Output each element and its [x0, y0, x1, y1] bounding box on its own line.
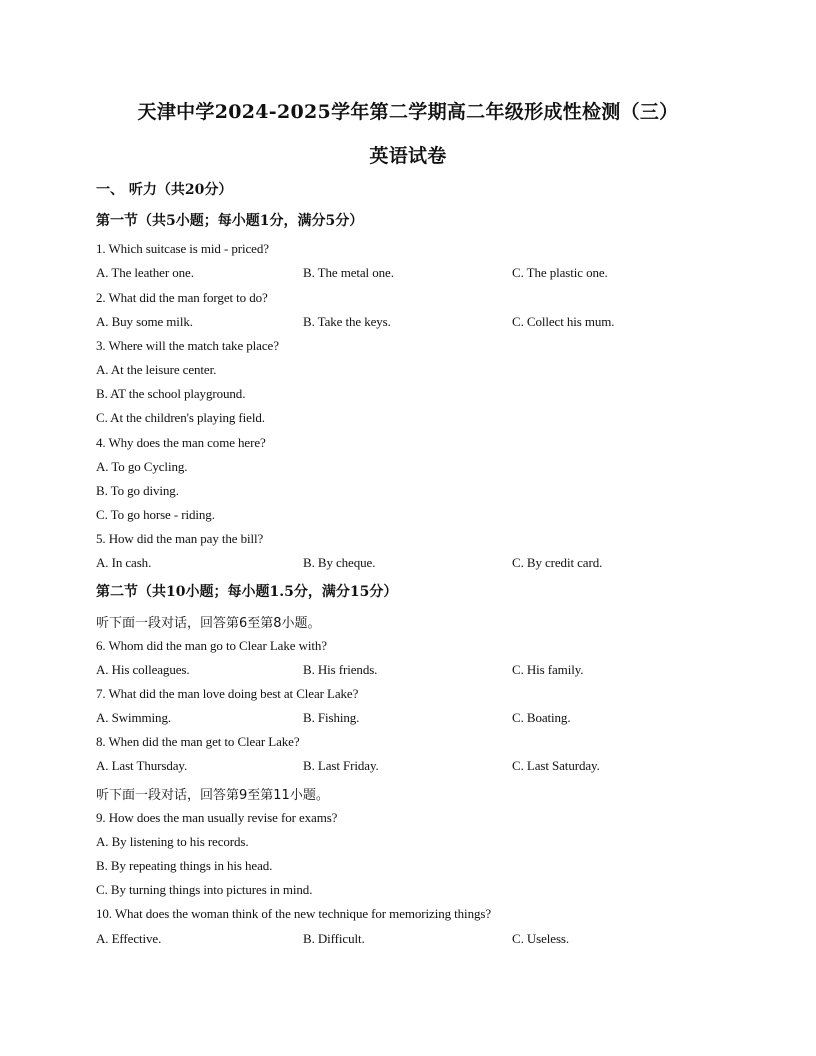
- question-7-option-b: B. Fishing.: [303, 710, 360, 725]
- question-4-option-c: C. To go horse - riding.: [96, 507, 215, 522]
- exam-title: 天津中学2024-2025学年第二学期高二年级形成性检测（三）: [137, 101, 679, 123]
- question-2-option-b: B. Take the keys.: [303, 314, 391, 329]
- question-9-option-a: A. By listening to his records.: [96, 834, 249, 849]
- question-10: 10. What does the woman think of the new technique for memorizing things?: [96, 906, 492, 921]
- part-heading-listening: 一、 听力（共20分）: [96, 182, 233, 198]
- question-4-option-a: A. To go Cycling.: [96, 459, 188, 474]
- question-10-option-a: A. Effective.: [96, 931, 162, 946]
- question-8-option-b: B. Last Friday.: [303, 758, 379, 773]
- question-2: 2. What did the man forget to do?: [96, 290, 268, 305]
- section-heading-1: 第一节（共5小题；每小题1分，满分5分）: [96, 213, 364, 229]
- question-1-option-c: C. The plastic one.: [512, 265, 608, 280]
- question-6: 6. Whom did the man go to Clear Lake with?: [96, 638, 327, 653]
- question-8: 8. When did the man get to Clear Lake?: [96, 734, 300, 749]
- exam-subtitle: 英语试卷: [369, 145, 447, 167]
- question-7-option-a: A. Swimming.: [96, 710, 172, 725]
- question-8-option-a: A. Last Thursday.: [96, 758, 188, 773]
- question-9: 9. How does the man usually revise for exams?: [96, 810, 338, 825]
- question-10-option-c: C. Useless.: [512, 931, 570, 946]
- question-8-option-c: C. Last Saturday.: [512, 758, 600, 773]
- question-7-option-c: C. Boating.: [512, 710, 571, 725]
- question-6-option-c: C. His family.: [512, 662, 584, 677]
- question-1: 1. Which suitcase is mid - priced?: [96, 241, 269, 256]
- instruction-q9-q11: 听下面一段对话，回答第9至第11小题。: [96, 788, 329, 803]
- question-5-option-c: C. By credit card.: [512, 555, 603, 570]
- question-6-option-b: B. His friends.: [303, 662, 378, 677]
- question-3-option-b: B. AT the school playground.: [96, 386, 246, 401]
- section-heading-2: 第二节（共10小题；每小题1.5分，满分15分）: [96, 584, 398, 600]
- question-1-option-a: A. The leather one.: [96, 265, 194, 280]
- question-4-option-b: B. To go diving.: [96, 483, 179, 498]
- question-9-option-c: C. By turning things into pictures in mind.: [96, 882, 313, 897]
- question-3: 3. Where will the match take place?: [96, 338, 279, 353]
- question-4: 4. Why does the man come here?: [96, 435, 266, 450]
- question-1-option-b: B. The metal one.: [303, 265, 394, 280]
- question-5-option-b: B. By cheque.: [303, 555, 376, 570]
- question-10-option-b: B. Difficult.: [303, 931, 365, 946]
- question-5-option-a: A. In cash.: [96, 555, 152, 570]
- question-3-option-c: C. At the children's playing field.: [96, 410, 265, 425]
- question-6-option-a: A. His colleagues.: [96, 662, 190, 677]
- instruction-q6-q8: 听下面一段对话，回答第6至第8小题。: [96, 616, 321, 631]
- question-2-option-a: A. Buy some milk.: [96, 314, 193, 329]
- question-7: 7. What did the man love doing best at Clear Lake?: [96, 686, 359, 701]
- question-2-option-c: C. Collect his mum.: [512, 314, 615, 329]
- question-9-option-b: B. By repeating things in his head.: [96, 858, 273, 873]
- question-5: 5. How did the man pay the bill?: [96, 531, 264, 546]
- question-3-option-a: A. At the leisure center.: [96, 362, 217, 377]
